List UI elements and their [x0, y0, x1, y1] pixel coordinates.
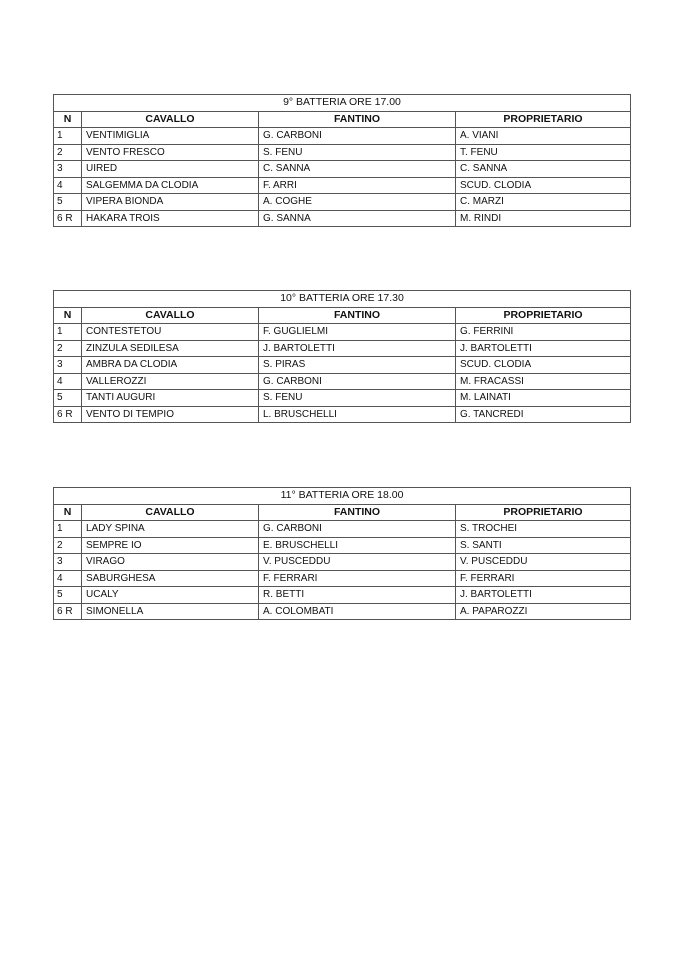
- cell-owner: A. VIANI: [456, 128, 631, 145]
- table-row: [54, 554, 631, 571]
- cell-horse: VENTO DI TEMPIO: [82, 406, 259, 423]
- cell-n: 5: [54, 194, 82, 211]
- table-row: [54, 210, 631, 227]
- col-header-jockey: FANTINO: [259, 504, 456, 521]
- heat-table-9: [53, 94, 630, 227]
- heat-title: 11° BATTERIA ORE 18.00: [54, 488, 631, 505]
- cell-owner: J. BARTOLETTI: [456, 340, 631, 357]
- table-row: [54, 161, 631, 178]
- heat-title-row: [54, 95, 631, 112]
- table-row: [54, 521, 631, 538]
- heat-table-11: [53, 487, 630, 620]
- cell-owner: M. FRACASSI: [456, 373, 631, 390]
- cell-owner: V. PUSCEDDU: [456, 554, 631, 571]
- cell-horse: HAKARA TROIS: [82, 210, 259, 227]
- cell-n: 2: [54, 537, 82, 554]
- cell-owner: C. SANNA: [456, 161, 631, 178]
- col-header-horse: CAVALLO: [82, 111, 259, 128]
- cell-owner: SCUD. CLODIA: [456, 357, 631, 374]
- cell-n: 5: [54, 390, 82, 407]
- heat-table: [53, 487, 631, 620]
- heat-title-row: [54, 291, 631, 308]
- table-row: [54, 570, 631, 587]
- cell-owner: M. RINDI: [456, 210, 631, 227]
- cell-jockey: G. CARBONI: [259, 128, 456, 145]
- cell-owner: S. TROCHEI: [456, 521, 631, 538]
- cell-n: 1: [54, 324, 82, 341]
- cell-n: 4: [54, 570, 82, 587]
- table-row: [54, 324, 631, 341]
- col-header-n: N: [54, 111, 82, 128]
- col-header-horse: CAVALLO: [82, 307, 259, 324]
- cell-jockey: A. COLOMBATI: [259, 603, 456, 620]
- table-row: [54, 537, 631, 554]
- table-row: [54, 373, 631, 390]
- cell-n: 6 R: [54, 603, 82, 620]
- cell-jockey: F. FERRARI: [259, 570, 456, 587]
- cell-owner: T. FENU: [456, 144, 631, 161]
- cell-jockey: V. PUSCEDDU: [259, 554, 456, 571]
- cell-horse: UCALY: [82, 587, 259, 604]
- header-row: [54, 307, 631, 324]
- cell-owner: J. BARTOLETTI: [456, 587, 631, 604]
- cell-horse: SABURGHESA: [82, 570, 259, 587]
- cell-jockey: C. SANNA: [259, 161, 456, 178]
- table-row: [54, 406, 631, 423]
- table-row: [54, 340, 631, 357]
- cell-n: 4: [54, 177, 82, 194]
- col-header-jockey: FANTINO: [259, 307, 456, 324]
- cell-owner: A. PAPAROZZI: [456, 603, 631, 620]
- cell-owner: G. TANCREDI: [456, 406, 631, 423]
- cell-horse: LADY SPINA: [82, 521, 259, 538]
- table-row: [54, 357, 631, 374]
- cell-n: 3: [54, 554, 82, 571]
- cell-n: 2: [54, 340, 82, 357]
- col-header-horse: CAVALLO: [82, 504, 259, 521]
- cell-n: 3: [54, 357, 82, 374]
- col-header-owner: PROPRIETARIO: [456, 307, 631, 324]
- cell-n: 6 R: [54, 406, 82, 423]
- cell-horse: TANTI AUGURI: [82, 390, 259, 407]
- table-row: [54, 128, 631, 145]
- col-header-jockey: FANTINO: [259, 111, 456, 128]
- cell-jockey: S. FENU: [259, 390, 456, 407]
- table-row: [54, 390, 631, 407]
- cell-horse: SEMPRE IO: [82, 537, 259, 554]
- cell-n: 5: [54, 587, 82, 604]
- col-header-owner: PROPRIETARIO: [456, 504, 631, 521]
- cell-jockey: G. SANNA: [259, 210, 456, 227]
- heat-table: [53, 290, 631, 423]
- cell-owner: S. SANTI: [456, 537, 631, 554]
- col-header-n: N: [54, 504, 82, 521]
- table-row: [54, 587, 631, 604]
- cell-horse: SALGEMMA DA CLODIA: [82, 177, 259, 194]
- cell-owner: M. LAINATI: [456, 390, 631, 407]
- cell-horse: ZINZULA SEDILESA: [82, 340, 259, 357]
- heat-title-row: [54, 488, 631, 505]
- cell-jockey: G. CARBONI: [259, 373, 456, 390]
- cell-n: 3: [54, 161, 82, 178]
- cell-n: 1: [54, 128, 82, 145]
- cell-horse: AMBRA DA CLODIA: [82, 357, 259, 374]
- heat-title: 9° BATTERIA ORE 17.00: [54, 95, 631, 112]
- cell-horse: CONTESTETOU: [82, 324, 259, 341]
- cell-jockey: G. CARBONI: [259, 521, 456, 538]
- cell-horse: SIMONELLA: [82, 603, 259, 620]
- table-row: [54, 194, 631, 211]
- cell-n: 2: [54, 144, 82, 161]
- cell-jockey: S. PIRAS: [259, 357, 456, 374]
- cell-jockey: J. BARTOLETTI: [259, 340, 456, 357]
- col-header-n: N: [54, 307, 82, 324]
- cell-horse: VALLEROZZI: [82, 373, 259, 390]
- cell-horse: VIRAGO: [82, 554, 259, 571]
- cell-owner: C. MARZI: [456, 194, 631, 211]
- col-header-owner: PROPRIETARIO: [456, 111, 631, 128]
- cell-horse: VENTIMIGLIA: [82, 128, 259, 145]
- cell-jockey: R. BETTI: [259, 587, 456, 604]
- cell-jockey: F. ARRI: [259, 177, 456, 194]
- table-row: [54, 177, 631, 194]
- heat-table-10: [53, 290, 630, 423]
- cell-owner: G. FERRINI: [456, 324, 631, 341]
- cell-horse: VIPERA BIONDA: [82, 194, 259, 211]
- header-row: [54, 111, 631, 128]
- cell-jockey: S. FENU: [259, 144, 456, 161]
- header-row: [54, 504, 631, 521]
- heat-title: 10° BATTERIA ORE 17.30: [54, 291, 631, 308]
- cell-jockey: F. GUGLIELMI: [259, 324, 456, 341]
- cell-owner: SCUD. CLODIA: [456, 177, 631, 194]
- table-row: [54, 144, 631, 161]
- cell-horse: VENTO FRESCO: [82, 144, 259, 161]
- cell-jockey: A. COGHE: [259, 194, 456, 211]
- cell-jockey: E. BRUSCHELLI: [259, 537, 456, 554]
- cell-jockey: L. BRUSCHELLI: [259, 406, 456, 423]
- cell-horse: UIRED: [82, 161, 259, 178]
- cell-owner: F. FERRARI: [456, 570, 631, 587]
- cell-n: 4: [54, 373, 82, 390]
- table-row: [54, 603, 631, 620]
- cell-n: 1: [54, 521, 82, 538]
- cell-n: 6 R: [54, 210, 82, 227]
- heat-table: [53, 94, 631, 227]
